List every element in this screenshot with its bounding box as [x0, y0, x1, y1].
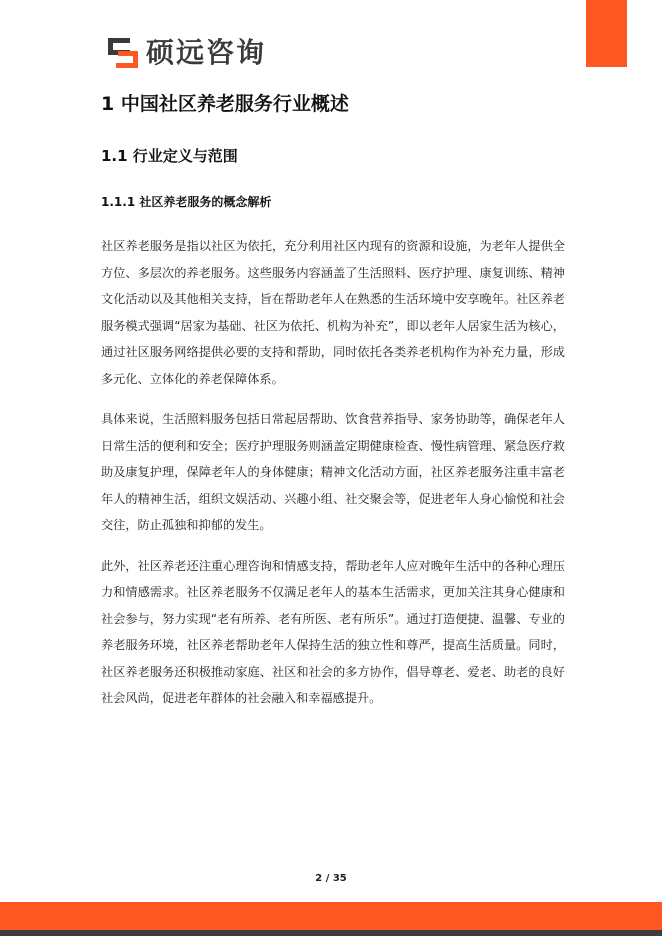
brand-logo-mark-icon	[108, 38, 140, 68]
footer-dark-bar	[0, 930, 662, 936]
section-heading-1: 1 中国社区养老服务行业概述	[101, 93, 349, 115]
brand-logo	[108, 36, 266, 70]
brand-name: 硕远咨询	[146, 36, 267, 69]
paragraph: 此外，社区养老还注重心理咨询和情感支持，帮助老年人应对晚年生活中的各种心理压力和情感需求。社区养老服务不仅满足老年人的基本生活需求，更加关注其身心健康和社会参与，努力实现“老有所养、老有所医、老有所乐”。通过打造便捷、温馨、专业的养老服务环境，社区养老帮助老年人保持生活的独立性和尊严，提高生活质量。同时，社区养老服务还积极推动家庭、社区和社会的多方协作，倡导尊老、爱老、助老的良好社会风尚，促进老年群体的社会融入和幸福感提升。	[101, 558, 565, 705]
footer-accent-bar	[0, 902, 662, 930]
section-heading-1-1-1: 1.1.1 社区养老服务的概念解析	[101, 195, 272, 209]
paragraph: 社区养老服务是指以社区为依托，充分利用社区内现有的资源和设施，为老年人提供全方位、多层次的养老服务。这些服务内容涵盖了生活照料、医疗护理、康复训练、精神文化活动以及其他相关支持，旨在帮助老年人在熟悉的生活环境中安享晚年。社区养老服务模式强调“居家为基础、社区为依托、机构为补充”，即以老年人居家生活为核心，通过社区服务网络提供必要的支持和帮助，同时依托各类养老机构作为补充力量，形成多元化、立体化的养老保障体系。	[101, 239, 565, 386]
page-number: 2 / 35	[315, 873, 347, 884]
section-heading-1-1: 1.1 行业定义与范围	[101, 147, 238, 165]
body-text	[101, 233, 565, 726]
top-accent-bar	[586, 0, 627, 67]
paragraph: 具体来说，生活照料服务包括日常起居帮助、饮食营养指导、家务协助等，确保老年人日常生活的便利和安全；医疗护理服务则涵盖定期健康检查、慢性病管理、紧急医疗救助及康复护理，保障老年人的身体健康；精神文化活动方面，社区养老服务注重丰富老年人的精神生活，组织文娱活动、兴趣小组、社交聚会等，促进老年人身心愉悦和社会交往，防止孤独和抑郁的发生。	[101, 412, 565, 532]
